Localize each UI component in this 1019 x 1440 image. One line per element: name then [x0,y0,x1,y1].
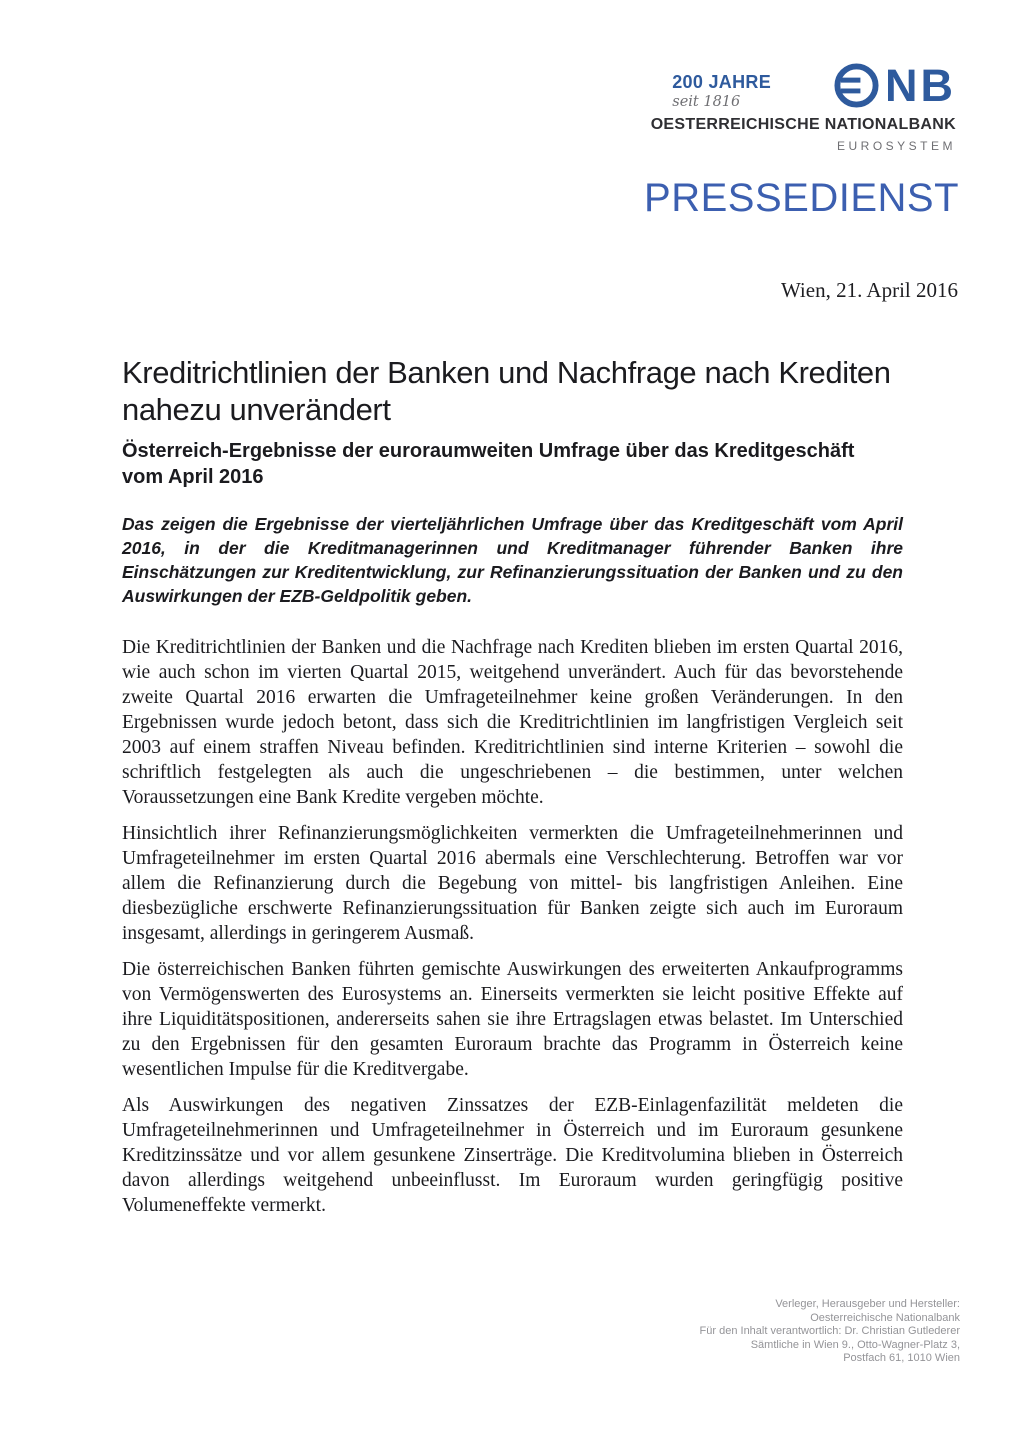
masthead-pressedienst: PRESSEDIENST [644,176,959,220]
anniversary-block [672,60,771,110]
article-title: Kreditrichtlinien der Banken und Nachfrage nach Krediten nahezu unverändert [122,355,891,427]
article-paragraph-4: Als Auswirkungen des negativen Zinssatzes der EZB-Einlagenfazilität meldeten die Umfrageteilnehmerinnen und Umfrageteilnehmer in Österreich und im Euroraum gesunkene Kreditzinssätze und vor allem gesunkene Zinserträge. Die Kreditvolumina blieben in Österreich davon allerdings weitgehend unbeeinflusst. Im Euroraum wurden geringfügig positive Volumeneffekte vermerkt. [122,1095,903,1216]
imprint-line-1: Verleger, Herausgeber und Hersteller: [775,1298,960,1310]
article-subtitle: Österreich-Ergebnisse der euroraumweiten Umfrage über das Kreditgeschäft vom April 2016 [122,440,855,488]
imprint-line-4: Sämtliche in Wien 9., Otto-Wagner-Platz 3, [750,1338,960,1351]
euro-o-icon [833,62,880,109]
article-paragraph-3: Die österreichischen Banken führten gemischte Auswirkungen des erweiterten Ankaufprogramms von Vermögenswerten des Eurosystems an. Einerseits vermerkten sie leicht positive Effekte auf ihre Liquiditätspositionen, andererseits sahen sie ihre Ertragslagen etwas belastet. Im Unterschied zu den Ergebnissen für den gesamten Euroraum brachte das Programm in Österreich keine wesentlichen Impulse für die Kreditvergabe. [122,959,903,1080]
onb-wordmark [833,60,956,110]
article-paragraph-2: Hinsichtlich ihrer Refinanzierungsmöglichkeiten vermerkten die Umfrageteilnehmerinnen und Umfrageteilnehmer im ersten Quartal 2016 abermals eine Verschlechterung. Betroffen war vor allem die Refinanzierung durch die Begebung von mittel- bis langfristigen Anleihen. Eine diesbezügliche erschwerte Refinanzierungssituation für Banken zeigte sich auch im Euroraum insgesamt, allerdings in geringerem Ausmaß. [122,823,903,944]
imprint-line-2: Oesterreichische Nationalbank [810,1311,960,1324]
eurosystem-label: EUROSYSTEM [836,139,956,153]
imprint-line-3: Für den Inhalt verantwortlich: Dr. Christian Gutlederer [699,1325,960,1337]
anniversary-label: 200 JAHRE [672,72,771,92]
article-content [122,354,903,1218]
oenb-logo-row [672,60,956,110]
dateline: Wien, 21. April 2016 [780,278,958,302]
article-lead-paragraph: Das zeigen die Ergebnisse der vierteljährlichen Umfrage über das Kreditgeschäft vom April 2016, in der die Kreditmanagerinnen und Kreditmanager führender Banken ihre Einschätzungen zur Kreditentwicklung, zur Refinanzierungssituation der Banken und zu den Auswirkungen der EZB-Geldpolitik geben. [122,514,903,606]
since-1816-label: seit 1816 [672,94,741,110]
imprint-line-5: Postfach 61, 1010 Wien [843,1352,960,1364]
onb-wordmark-text: NB [885,59,956,111]
bank-name-label: OESTERREICHISCHE NATIONALBANK [650,116,956,133]
oenb-logo-block [651,60,956,153]
imprint-footer [700,1298,960,1366]
article-paragraph-1: Die Kreditrichtlinien der Banken und die Nachfrage nach Krediten blieben im ersten Quartal 2016, wie auch schon im vierten Quartal 2015, weitgehend unverändert. Auch für das bevorstehende zweite Quartal 2016 erwarten die Umfrageteilnehmer keine großen Veränderungen. In den Ergebnissen wurde jedoch betont, dass sich die Kreditrichtlinien im langfristigen Vergleich seit 2003 auf einem straffen Niveau befinden. Kreditrichtlinien sind interne Kriterien – sowohl die schriftlich festgelegten als auch die ungeschriebenen – die bestimmen, unter welchen Voraussetzungen eine Bank Kredite vergeben möchte. [122,637,903,808]
